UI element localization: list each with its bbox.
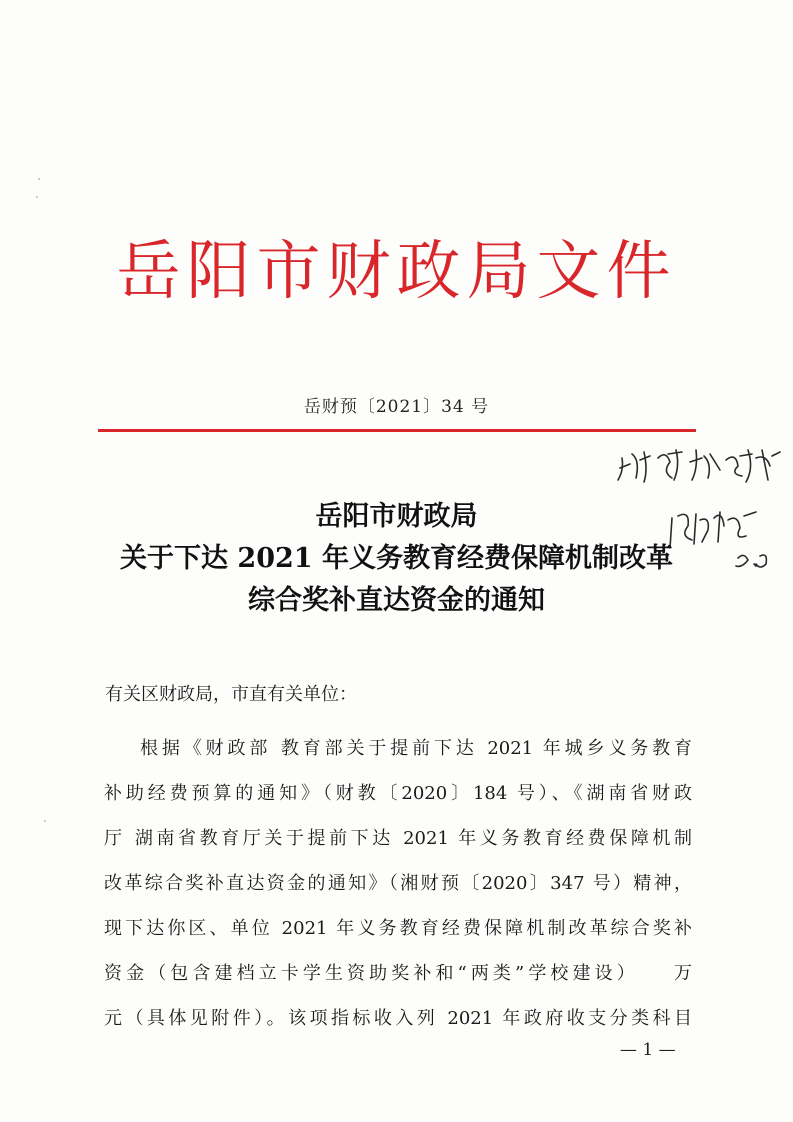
body-line: 资金（包含建档立卡学生资助奖补和“两类”学校建设） 万	[104, 963, 692, 984]
body-line: 厅 湖南省教育厅关于提前下达 2021 年义务教育经费保障机制	[104, 828, 692, 849]
scan-speck	[36, 196, 38, 198]
scan-speck	[44, 820, 46, 822]
red-separator-line	[98, 429, 696, 432]
title-line-subject: 关于下达 2021 年义务教育经费保障机制改革	[120, 543, 673, 574]
body-line: 元（具体见附件）。该项指标收入列 2021 年政府收支分类科目	[104, 1008, 692, 1029]
body-paragraph	[104, 726, 692, 1041]
body-line: 根据《财政部 教育部关于提前下达 2021 年城乡义务教育	[140, 738, 692, 759]
document-title	[0, 496, 793, 622]
document-masthead: 岳阳市财政局文件	[116, 235, 677, 309]
scan-speck	[38, 178, 40, 180]
page-number: — 1 —	[620, 1040, 676, 1060]
title-line-issuer: 岳阳市财政局	[315, 501, 478, 532]
salutation: 有关区财政局，市直有关单位：	[105, 684, 357, 705]
body-line: 改革综合奖补直达资金的通知》（湘财预〔2020〕347 号）精神，	[104, 873, 692, 894]
body-line: 补助经费预算的通知》（财教〔2020〕184 号）、《湖南省财政	[104, 783, 692, 804]
title-line-subject-cont: 综合奖补直达资金的通知	[248, 585, 545, 616]
document-number: 岳财预〔2021〕34 号	[303, 397, 490, 417]
body-line: 现下达你区、单位 2021 年义务教育经费保障机制改革综合奖补	[104, 918, 692, 939]
